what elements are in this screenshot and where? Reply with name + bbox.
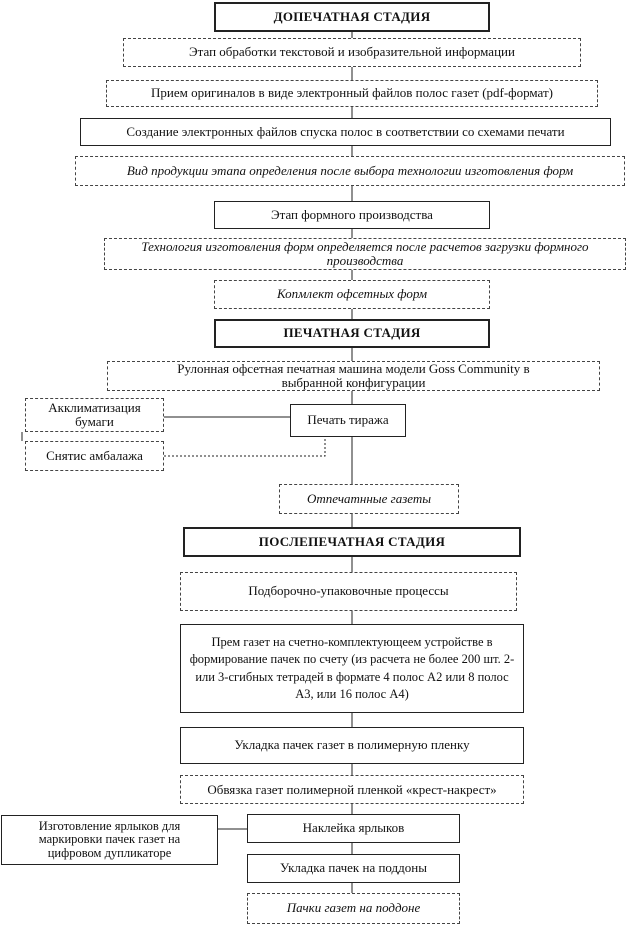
bundles-on-pallets-box: Пачки газет на поддоне	[247, 893, 460, 924]
print-run-box: Печать тиража	[290, 404, 406, 437]
offset-plates-set-box: Копмлект офсетных форм	[214, 280, 490, 309]
unpacking-box: Снятис амбалажа	[25, 441, 164, 471]
product-type-box: Вид продукции этапа определения после выбора технологии изготовления форм	[75, 156, 625, 186]
plate-production-box: Этап формного производства	[214, 201, 490, 229]
postpress-stage-box: ПОСЛЕПЕЧАТНАЯ СТАДИЯ	[183, 527, 521, 557]
collating-packing-box: Подборочно-упаковочные процессы	[180, 572, 517, 611]
plate-technology-box: Технология изготовления форм определяется после расчетов загрузки формного производства	[104, 238, 626, 270]
palletizing-box: Укладка пачек на поддоны	[247, 854, 460, 883]
counting-stacking-box: Прем газет на счетно-комплектующеем устройстве в формирование пачек по счету (из расчета не более 200 шт. 2- или 3-сгибных тетрадей в формате 4 полос А2 или 8 полос А3, или 16 полос А4)	[180, 624, 524, 713]
label-making-box: Изготовление ярлыков для маркировки пачек газет на цифровом дупликаторе	[1, 815, 218, 865]
edge-unpacking-to-print-run	[164, 437, 325, 456]
imposition-files-box: Создание электронных файлов спуска полос в соответствии со схемами печати	[80, 118, 611, 146]
goss-press-box: Рулонная офсетная печатная машина модели Goss Community в выбранной конфигурации	[107, 361, 600, 391]
prepress-stage-box: ДОПЕЧАТНАЯ СТАДИЯ	[214, 2, 490, 32]
printed-newspapers-box: Отпечатнные газеты	[279, 484, 459, 514]
film-wrapping-box: Укладка пачек газет в полимерную пленку	[180, 727, 524, 764]
cross-strapping-box: Обвязка газет полимерной пленкой «крест-накрест»	[180, 775, 524, 804]
paper-acclimatization-box: Акклиматизация бумаги	[25, 398, 164, 432]
labeling-box: Наклейка ярлыков	[247, 814, 460, 843]
text-image-processing-box: Этап обработки текстовой и изобразительной информации	[123, 38, 581, 67]
originals-reception-box: Прием оригиналов в виде электронный файлов полос газет (pdf-формат)	[106, 80, 598, 107]
press-stage-box: ПЕЧАТНАЯ СТАДИЯ	[214, 319, 490, 348]
